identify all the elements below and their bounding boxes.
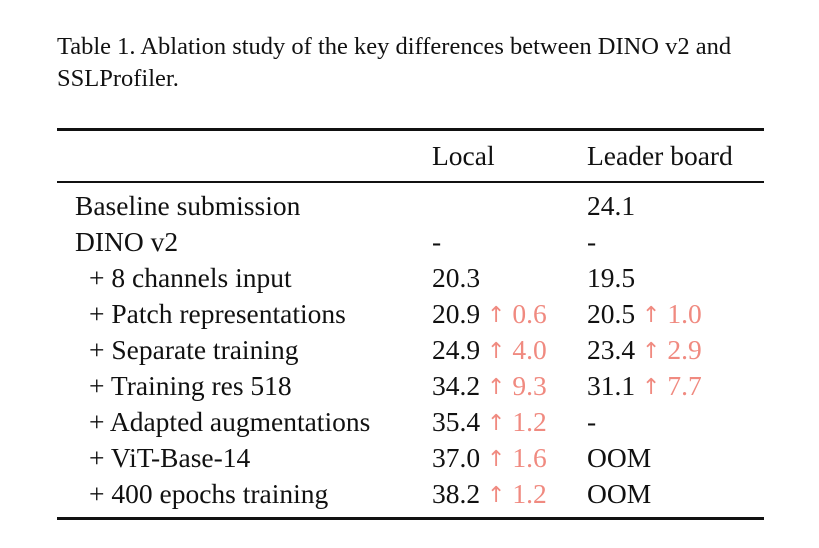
row-method-label: + 8 channels input [89,262,292,293]
local-value [432,370,547,405]
leader-board-value [587,262,635,294]
leader-board-value-number: 19.5 [587,262,636,293]
column-header-leader-board: Leader board [587,140,733,171]
up-arrow-icon: ↑ [487,303,506,328]
up-arrow-icon: ↑ [642,339,661,364]
column-header-local: Local [432,140,495,171]
local-value [432,226,441,258]
local-value-number: - [432,226,442,257]
row-method-label: + ViT-Base-14 [89,442,251,473]
leader-board-value [587,334,702,369]
leader-board-value [587,478,651,510]
row-method-label: + Training res 518 [89,370,292,401]
local-value-number: 24.9 [432,334,481,365]
improvement-delta: 1.2 [512,406,547,437]
row-method-label: + Patch representations [89,298,346,329]
table-caption: Table 1. Ablation study of the key differences between DINO v2 and SSLProfiler. [57,33,732,92]
improvement-delta: 7.7 [667,370,702,401]
leader-board-value-number: - [587,226,597,257]
leader-board-value-number: - [587,406,597,437]
up-arrow-icon: ↑ [487,447,506,472]
local-value-number: 20.3 [432,262,481,293]
leader-board-value-number: OOM [587,478,652,509]
up-arrow-icon: ↑ [487,339,506,364]
leader-board-value-number: 24.1 [587,190,636,221]
improvement-delta: 1.2 [512,478,547,509]
leader-board-value-number: OOM [587,442,652,473]
up-arrow-icon: ↑ [642,303,661,328]
up-arrow-icon: ↑ [487,483,506,508]
row-method-label: + 400 epochs training [89,478,329,509]
local-value-number: 37.0 [432,442,481,473]
leader-board-value-number: 20.5 [587,298,636,329]
row-method-label: + Separate training [89,334,299,365]
local-value [432,478,547,513]
row-method-label: + Adapted augmentations [89,406,371,437]
leader-board-value-number: 23.4 [587,334,636,365]
leader-board-value [587,406,596,438]
local-value [432,334,547,369]
improvement-delta: 1.0 [667,298,702,329]
table-top-rule [57,128,764,131]
local-value-number: 20.9 [432,298,481,329]
leader-board-value [587,298,702,333]
up-arrow-icon: ↑ [487,411,506,436]
local-value [432,442,547,477]
local-value-number: 35.4 [432,406,481,437]
local-value-number: 34.2 [432,370,481,401]
leader-board-value [587,190,635,222]
row-method-label: Baseline submission [75,190,301,221]
local-value [432,298,547,333]
up-arrow-icon: ↑ [487,375,506,400]
leader-board-value [587,442,651,474]
local-value [432,262,480,294]
leader-board-value [587,370,702,405]
improvement-delta: 1.6 [512,442,547,473]
row-method-label: DINO v2 [75,226,179,257]
local-value-number: 38.2 [432,478,481,509]
improvement-delta: 4.0 [512,334,547,365]
improvement-delta: 2.9 [667,334,702,365]
improvement-delta: 9.3 [512,370,547,401]
local-value [432,406,547,441]
leader-board-value-number: 31.1 [587,370,636,401]
leader-board-value [587,226,596,258]
up-arrow-icon: ↑ [642,375,661,400]
improvement-delta: 0.6 [512,298,547,329]
table-bottom-rule [57,517,764,520]
table-header-rule [57,181,764,183]
